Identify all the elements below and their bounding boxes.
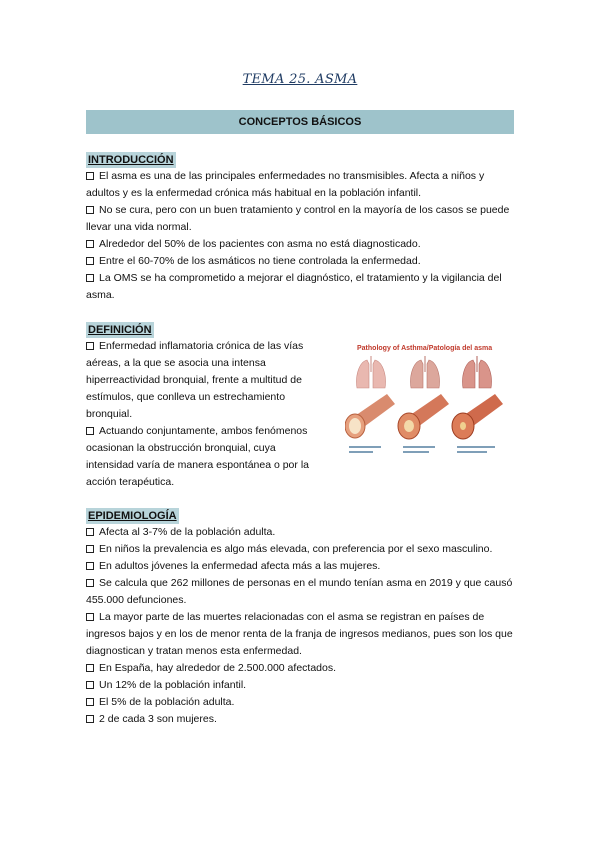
item-text: El 5% de la población adulta. [99, 696, 235, 708]
checkbox-icon [86, 545, 94, 553]
intro-heading: INTRODUCCIÓN [88, 154, 174, 166]
list-item [86, 253, 518, 270]
checkbox-icon [86, 613, 94, 621]
checkbox-icon [86, 342, 94, 350]
item-text: Enfermedad inflamatoria crónica de las vías aéreas, a la que se asocia una intensa hiperreactividad bronquial, frente a multitud de estímulos, que conlleva un estrechamiento bronquial. [86, 340, 304, 420]
list-item [86, 575, 518, 609]
epidemiology-heading: EPIDEMIOLOGÍA [88, 510, 177, 522]
definition-heading: DEFINICIÓN [88, 324, 152, 336]
list-item [86, 423, 326, 491]
list-item [86, 660, 518, 677]
item-text: No se cura, pero con un buen tratamiento y control en la mayoría de los casos se puede llevar una vida normal. [86, 204, 510, 233]
item-text: 2 de cada 3 son mujeres. [99, 713, 217, 725]
airway-asthma-icon [398, 394, 449, 439]
item-text: Entre el 60-70% de los asmáticos no tiene controlada la enfermedad. [99, 255, 421, 267]
list-item [86, 202, 518, 236]
list-item [86, 338, 326, 423]
airway-normal-icon [345, 394, 395, 438]
list-item [86, 609, 518, 660]
checkbox-icon [86, 274, 94, 282]
list-item [86, 711, 518, 728]
list-item [86, 677, 518, 694]
page-title: TEMA 25. ASMA [242, 72, 358, 87]
list-item [86, 524, 518, 541]
caption-lines-icon [349, 446, 495, 453]
item-text: En niños la prevalencia es algo más elevada, con preferencia por el sexo masculino. [99, 543, 493, 555]
item-text: Actuando conjuntamente, ambos fenómenos ocasionan la obstrucción bronquial, cuya intensidad varía de manera espontánea o por la acción terapéutica. [86, 425, 309, 488]
lungs-normal-icon [356, 356, 385, 388]
item-text: Afecta al 3-7% de la población adulta. [99, 526, 276, 538]
checkbox-icon [86, 172, 94, 180]
checkbox-icon [86, 427, 94, 435]
item-text: Se calcula que 262 millones de personas en el mundo tenían asma en 2019 y que causó 455.000 defunciones. [86, 577, 513, 606]
epidemiology-list [86, 524, 518, 728]
section-banner: CONCEPTOS BÁSICOS [86, 110, 514, 134]
definition-list [86, 338, 326, 491]
checkbox-icon [86, 528, 94, 536]
checkbox-icon [86, 698, 94, 706]
lungs-attack-icon [462, 356, 491, 388]
checkbox-icon [86, 257, 94, 265]
list-item [86, 236, 518, 253]
checkbox-icon [86, 664, 94, 672]
item-text: El asma es una de las principales enfermedades no transmisibles. Afecta a niños y adultos y es la enfermedad crónica más habitual en la población infantil. [86, 170, 485, 199]
checkbox-icon [86, 579, 94, 587]
list-item [86, 541, 518, 558]
item-text: En España, hay alrededor de 2.500.000 afectados. [99, 662, 337, 674]
list-item [86, 168, 518, 202]
checkbox-icon [86, 715, 94, 723]
checkbox-icon [86, 562, 94, 570]
item-text: Alrededor del 50% de los pacientes con asma no está diagnosticado. [99, 238, 421, 250]
item-text: La OMS se ha comprometido a mejorar el diagnóstico, el tratamiento y la vigilancia del asma. [86, 272, 502, 301]
checkbox-icon [86, 681, 94, 689]
intro-list [86, 168, 518, 304]
item-text: Un 12% de la población infantil. [99, 679, 247, 691]
asthma-pathology-figure [345, 342, 515, 462]
lungs-asthma-icon [410, 356, 439, 388]
list-item [86, 694, 518, 711]
checkbox-icon [86, 206, 94, 214]
item-text: En adultos jóvenes la enfermedad afecta más a las mujeres. [99, 560, 381, 572]
figure-title: Pathology of Asthma/Patología del asma [357, 345, 493, 352]
checkbox-icon [86, 240, 94, 248]
list-item [86, 558, 518, 575]
airway-attack-icon [452, 394, 503, 439]
list-item [86, 270, 518, 304]
airway-illustration [345, 342, 515, 462]
item-text: La mayor parte de las muertes relacionadas con el asma se registran en países de ingresos bajos y en los de menor renta de la franja de ingresos medianos, pues son los que diagnostican y tratan menos esta enfermedad. [86, 611, 513, 657]
